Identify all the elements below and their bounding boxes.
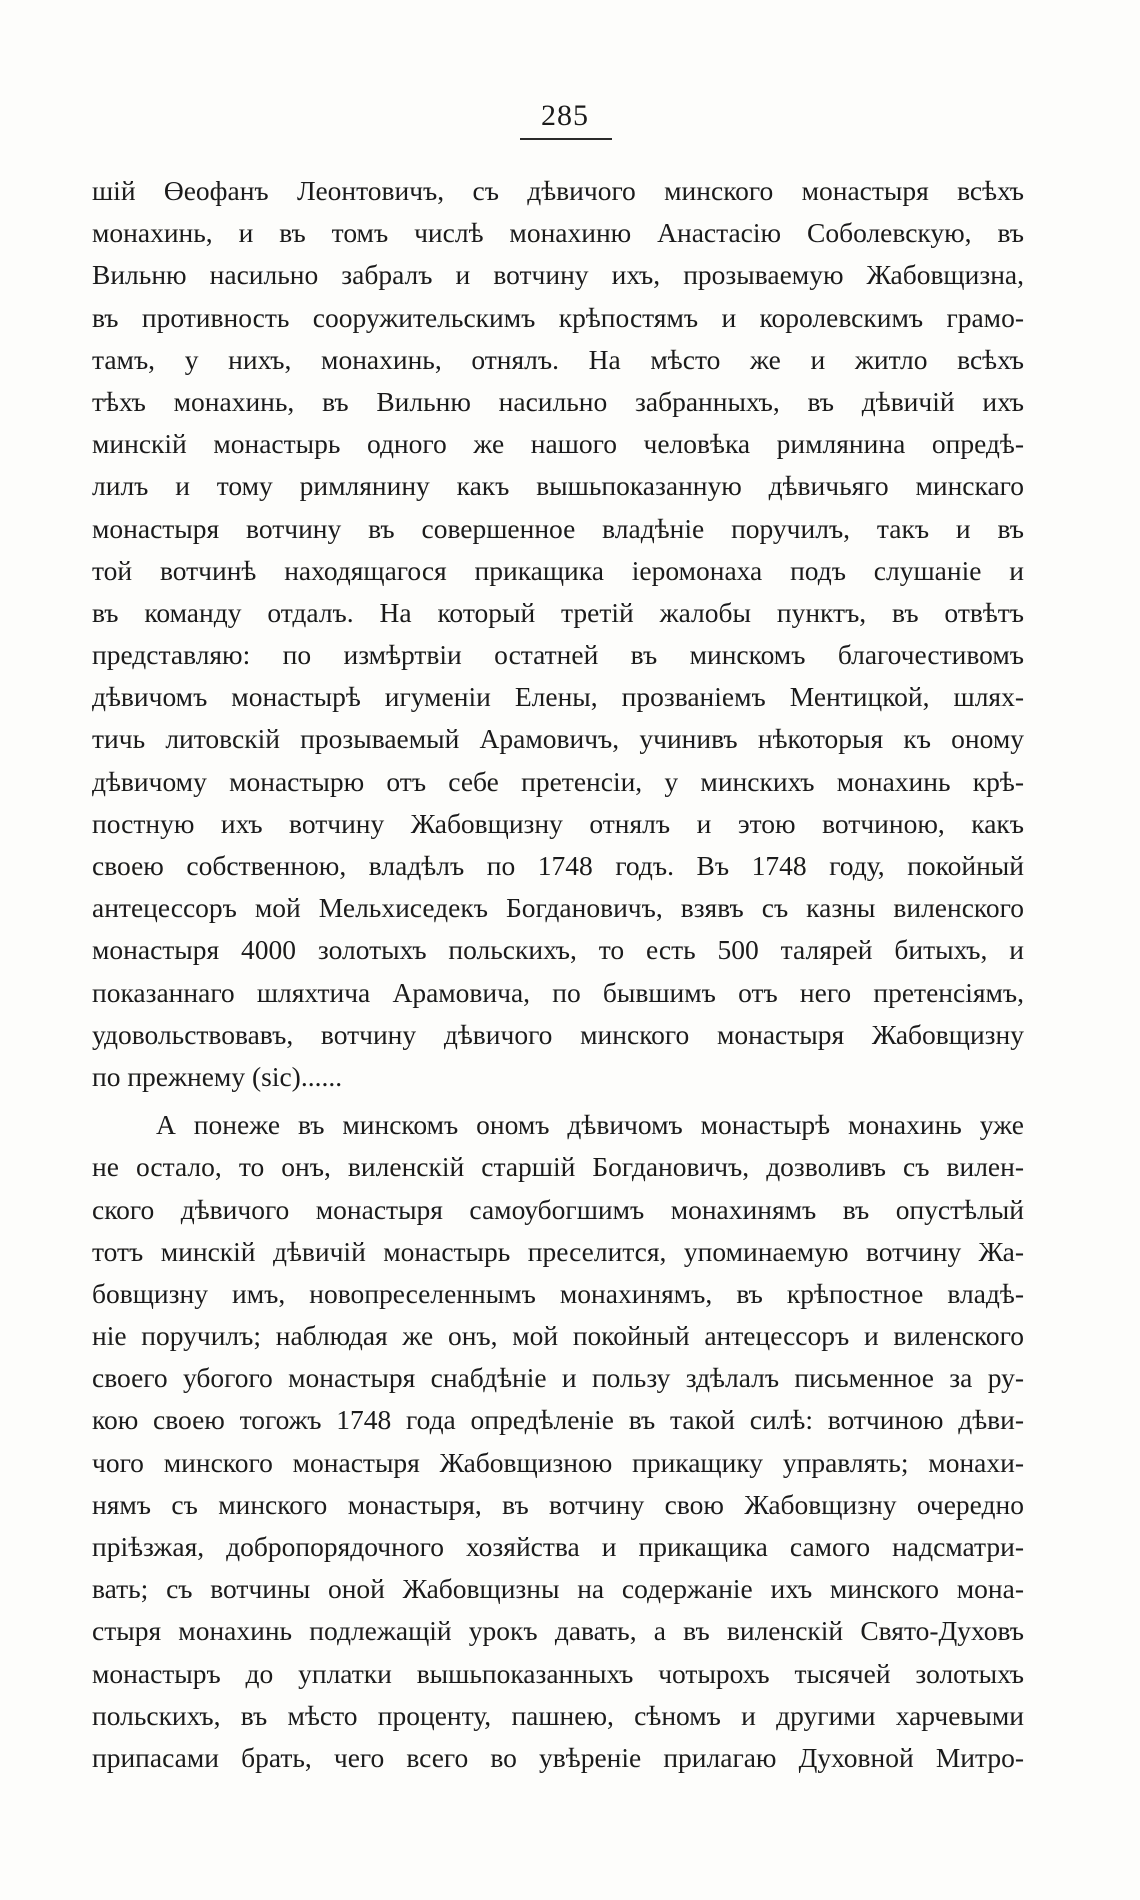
text-line: тотъ минскій дѣвичій монастырь преселится, упоминаемую вотчину Жа- (92, 1235, 1024, 1267)
text-line: монастыръ до уплатки вышьпоказанныхъ чотырохъ тысячей золотыхъ (92, 1657, 1024, 1689)
text-line: не остало, то онъ, виленскій старшій Богдановичъ, дозволивъ съ вилен- (92, 1151, 1024, 1183)
text-line: ніе поручилъ; наблюдая же онъ, мой покойный антецессоръ и виленского (92, 1320, 1024, 1352)
text-line: монастыря вотчину въ совершенное владѣніе поручилъ, такъ и въ (92, 512, 1024, 544)
text-line: удовольствовавъ, вотчину дѣвичого минского монастыря Жабовщизну (92, 1018, 1024, 1050)
text-line: тичь литовскій прозываемый Арамовичъ, учинивъ нѣкоторыя къ оному (92, 723, 1024, 755)
text-line: ского дѣвичого монастыря самоубогшимъ монахинямъ въ опустѣлый (92, 1193, 1024, 1225)
text-line: пріѣзжая, добропорядочного хозяйства и прикащика самого надсматри- (92, 1531, 1024, 1562)
page-number-underline (520, 138, 612, 140)
text-line: представляю: по измѣртвіи остатней въ минскомъ благочестивомъ (92, 639, 1024, 671)
text-line: той вотчинѣ находящагося прикащика іеромонаха подъ слушаніе и (92, 554, 1024, 586)
text-line: въ противность сооружительскимъ крѣпостямъ и королевскимъ грамо- (92, 301, 1024, 333)
text-line: постную ихъ вотчину Жабовщизну отнялъ и этою вотчиною, какъ (92, 807, 1024, 839)
text-line: монастыря 4000 золотыхъ польскихъ, то есть 500 талярей битыхъ, и (92, 934, 1024, 966)
text-line: Вильню насильно забралъ и вотчину ихъ, прозываемую Жабовщизна, (92, 259, 1024, 291)
text-line: показаннаго шляхтича Арамовича, по бывшимъ отъ него претенсіямъ, (92, 976, 1024, 1008)
text-line: польскихъ, въ мѣсто проценту, пашнею, сѣномъ и другими харчевыми (92, 1699, 1024, 1731)
text-line: лилъ и тому римлянину какъ вышьпоказанную дѣвичьяго минскаго (92, 470, 1024, 502)
text-line: своею собственною, владѣлъ по 1748 годъ. Въ 1748 году, покойный (92, 850, 1024, 881)
text-line: тѣхъ монахинь, въ Вильню насильно забранныхъ, въ дѣвичій ихъ (92, 385, 1024, 417)
text-line: шій Өеофанъ Леонтовичъ, съ дѣвичого минского монастыря всѣхъ (92, 175, 1024, 206)
paragraph-1 (92, 170, 1024, 1098)
text-line: кою своею тогожъ 1748 года опредѣленіе въ такой силѣ: вотчиною дѣви- (92, 1404, 1024, 1436)
paragraph-2 (92, 1104, 1024, 1779)
text-line: своего убогого монастыря снабдѣніе и пользу здѣлалъ письменное за ру- (92, 1362, 1024, 1394)
text-line: минскій монастырь одного же нашого человѣка римлянина опредѣ- (92, 428, 1024, 460)
page-number: 285 (541, 99, 589, 132)
text-line: монахинь, и въ томъ числѣ монахиню Анастасію Соболевскую, въ (92, 217, 1024, 249)
text-line: А понеже въ минскомъ ономъ дѣвичомъ монастырѣ монахинь уже (156, 1109, 1024, 1141)
text-line: чого минского монастыря Жабовщизною прикащику управлять; монахи- (92, 1446, 1024, 1478)
text-line: антецессоръ мой Мельхиседекъ Богдановичъ, взявъ съ казны виленского (92, 892, 1024, 924)
text-line: дѣвичомъ монастырѣ игуменіи Елены, прозваніемъ Ментицкой, шлях- (92, 681, 1024, 713)
text-line: бовщизну имъ, новопреселеннымъ монахинямъ, въ крѣпостное владѣ- (92, 1277, 1024, 1309)
text-line: въ команду отдалъ. На который третій жалобы пунктъ, въ отвѣтъ (92, 596, 1024, 628)
body-text (92, 170, 1024, 1779)
text-line: нямъ съ минского монастыря, въ вотчину свою Жабовщизну очередно (92, 1488, 1024, 1520)
text-line: по прежнему (sic)...... (92, 1060, 343, 1092)
text-line: дѣвичому монастырю отъ себе претенсіи, у минскихъ монахинь крѣ- (92, 765, 1024, 797)
text-line: стыря монахинь подлежащій урокъ давать, а въ виленскій Свято-Духовъ (92, 1615, 1024, 1647)
text-line: вать; съ вотчины оной Жабовщизны на содержаніе ихъ минского мона- (92, 1573, 1024, 1605)
text-line: припасами брать, чего всего во увѣреніе прилагаю Духовной Митро- (92, 1741, 1024, 1773)
text-line: тамъ, у нихъ, монахинь, отнялъ. На мѣсто же и житло всѣхъ (92, 343, 1024, 375)
